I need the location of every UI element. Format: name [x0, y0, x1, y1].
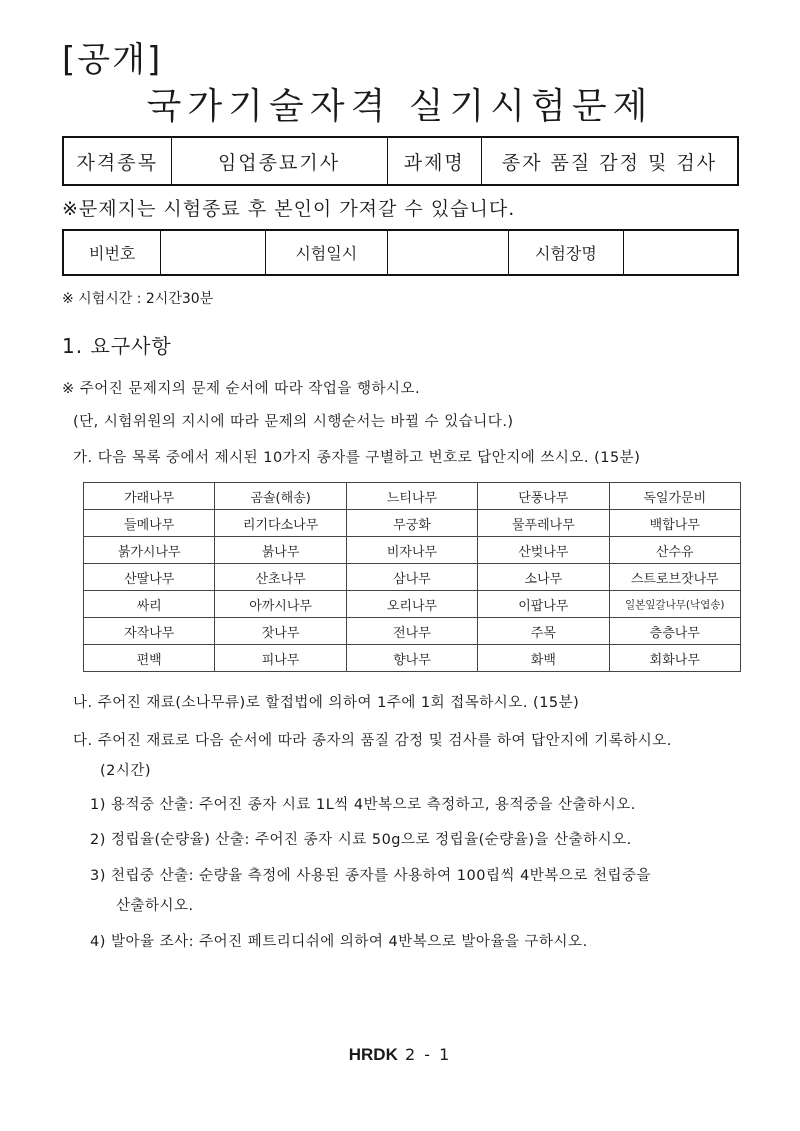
species-cell: 산초나무 [215, 564, 346, 591]
sub-item-4: 4) 발아율 조사: 주어진 페트리디쉬에 의하여 4반복으로 발아율을 구하시오. [90, 934, 588, 950]
secret-number-value[interactable] [161, 230, 266, 275]
species-cell: 이팝나무 [478, 591, 609, 618]
species-cell: 물푸레나무 [478, 510, 609, 537]
species-cell: 층층나무 [609, 618, 740, 645]
species-cell: 독일가문비 [609, 483, 740, 510]
exam-info-table [62, 229, 739, 276]
species-row [84, 510, 741, 537]
species-cell: 스트로브잣나무 [609, 564, 740, 591]
instruction-line: ※ 주어진 문제지의 문제 순서에 따라 작업을 행하시오. [62, 381, 421, 397]
species-cell: 오리나무 [346, 591, 477, 618]
qualification-table [62, 136, 739, 186]
species-cell: 산벚나무 [478, 537, 609, 564]
qualification-value: 임업종묘기사 [171, 137, 387, 185]
instruction-line: (단, 시험위원의 지시에 따라 문제의 시행순서는 바뀔 수 있습니다.) [73, 414, 514, 430]
species-cell: 향나무 [346, 645, 477, 672]
species-cell: 화백 [478, 645, 609, 672]
species-cell: 회화나무 [609, 645, 740, 672]
task-label: 과제명 [387, 137, 482, 185]
exam-date-label: 시험일시 [266, 230, 388, 275]
species-row [84, 591, 741, 618]
species-cell: 붉가시나무 [84, 537, 215, 564]
species-cell: 편백 [84, 645, 215, 672]
instruction-item-da: 다. 주어진 재료로 다음 순서에 따라 종자의 품질 감정 및 검사를 하여 답안지에 기록하시오. [73, 733, 672, 749]
species-row [84, 483, 741, 510]
species-row [84, 537, 741, 564]
public-label: [공개] [62, 40, 163, 80]
task-value: 종자 품질 감정 및 검사 [482, 137, 739, 185]
species-cell: 들메나무 [84, 510, 215, 537]
qualification-label: 자격종목 [63, 137, 171, 185]
species-cell: 잣나무 [215, 618, 346, 645]
species-cell: 산딸나무 [84, 564, 215, 591]
species-cell: 자작나무 [84, 618, 215, 645]
species-cell: 산수유 [609, 537, 740, 564]
species-cell: 단풍나무 [478, 483, 609, 510]
species-cell: 아까시나무 [215, 591, 346, 618]
instruction-item-ga: 가. 다음 목록 중에서 제시된 10가지 종자를 구별하고 번호로 답안지에 쓰시오. (15분) [73, 450, 641, 466]
sub-item-2: 2) 정립율(순량율) 산출: 주어진 종자 시료 50g으로 정립율(순량율)을 산출하시오. [90, 832, 632, 848]
hrdk-logo: HRDK [348, 1045, 398, 1064]
section-title: 1. 요구사항 [62, 334, 172, 358]
species-cell: 전나무 [346, 618, 477, 645]
species-cell: 리기다소나무 [215, 510, 346, 537]
species-table [83, 482, 741, 672]
page-title: 국가기술자격 실기시험문제 [146, 86, 654, 127]
species-cell: 백합나무 [609, 510, 740, 537]
species-cell: 비자나무 [346, 537, 477, 564]
species-row [84, 645, 741, 672]
page-footer [0, 1045, 800, 1065]
species-row [84, 564, 741, 591]
species-cell: 일본잎갈나무(낙엽송) [609, 591, 740, 618]
page-number: 2 - 1 [404, 1045, 452, 1064]
species-cell: 느티나무 [346, 483, 477, 510]
secret-number-label: 비번호 [63, 230, 161, 275]
species-row [84, 618, 741, 645]
notice-text: ※문제지는 시험종료 후 본인이 가져갈 수 있습니다. [62, 198, 516, 220]
sub-item-1: 1) 용적중 산출: 주어진 종자 시료 1L씩 4반복으로 측정하고, 용적중을 산출하시오. [90, 797, 636, 813]
species-cell: 피나무 [215, 645, 346, 672]
sub-item-3-cont: 산출하시오. [116, 898, 194, 914]
species-cell: 삼나무 [346, 564, 477, 591]
exam-place-value[interactable] [623, 230, 738, 275]
species-cell: 싸리 [84, 591, 215, 618]
instruction-item-na: 나. 주어진 재료(소나무류)로 할접법에 의하여 1주에 1회 접목하시오. (15분) [73, 695, 580, 711]
species-cell: 붉나무 [215, 537, 346, 564]
exam-time: ※ 시험시간 : 2시간30분 [62, 291, 214, 307]
species-cell: 주목 [478, 618, 609, 645]
species-cell: 곰솔(해송) [215, 483, 346, 510]
exam-date-value[interactable] [387, 230, 509, 275]
species-cell: 소나무 [478, 564, 609, 591]
instruction-item-da-time: (2시간) [100, 763, 152, 779]
sub-item-3: 3) 천립중 산출: 순량율 측정에 사용된 종자를 사용하여 100립씩 4반복으로 천립중을 [90, 868, 651, 884]
species-cell: 가래나무 [84, 483, 215, 510]
species-cell: 무궁화 [346, 510, 477, 537]
exam-place-label: 시험장명 [509, 230, 624, 275]
